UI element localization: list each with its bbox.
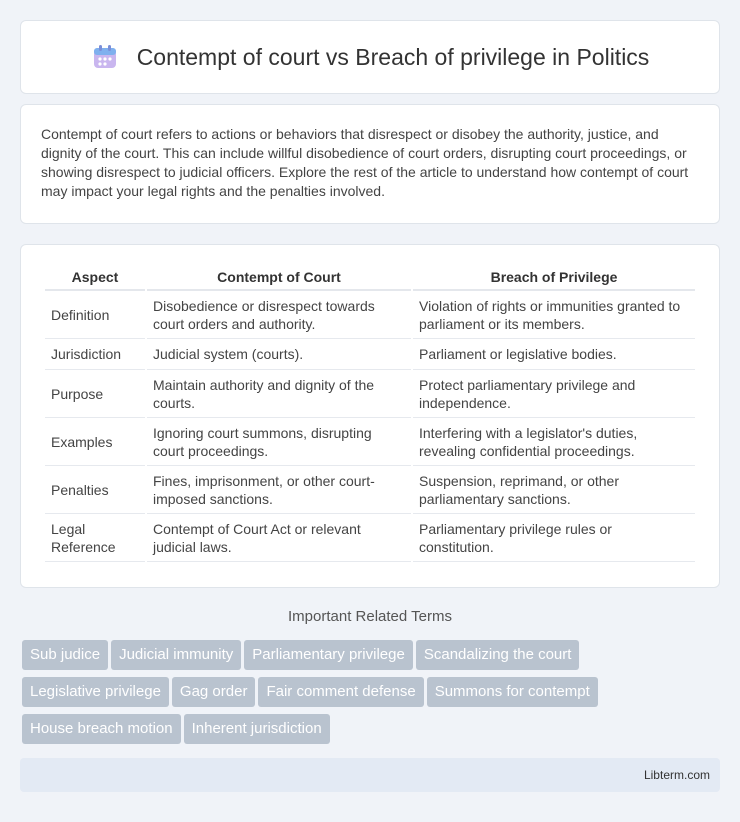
table-cell: Maintain authority and dignity of the courts. — [147, 370, 411, 418]
tag-legislative-privilege[interactable]: Legislative privilege — [22, 677, 169, 707]
page-title: Contempt of court vs Breach of privilege in Politics — [136, 43, 650, 70]
table-row — [45, 418, 695, 466]
table-cell: Examples — [45, 418, 145, 466]
table-cell: Contempt of Court Act or relevant judicial laws. — [147, 514, 411, 562]
related-terms-title: Important Related Terms — [288, 608, 452, 625]
table-row — [45, 466, 695, 514]
tag-house-breach-motion[interactable]: House breach motion — [22, 714, 181, 744]
table-cell: Interfering with a legislator's duties, revealing confidential proceedings. — [413, 418, 695, 466]
header-aspect: Aspect — [45, 265, 145, 291]
table-cell: Legal Reference — [45, 514, 145, 562]
tag-sub-judice[interactable]: Sub judice — [22, 640, 108, 670]
footer — [20, 758, 720, 792]
tag-summons-for-contempt[interactable]: Summons for contempt — [427, 677, 598, 707]
related-tags — [22, 640, 722, 751]
comparison-card — [20, 244, 720, 588]
table-cell: Violation of rights or immunities granted to parliament or its members. — [413, 291, 695, 339]
calendar-icon — [91, 43, 119, 71]
table-header-row — [45, 265, 695, 291]
table-row — [45, 370, 695, 418]
tag-gag-order[interactable]: Gag order — [172, 677, 256, 707]
tag-scandalizing-the-court[interactable]: Scandalizing the court — [416, 640, 580, 670]
table-row — [45, 514, 695, 562]
intro-card — [20, 104, 720, 224]
table-cell: Judicial system (courts). — [147, 339, 411, 370]
table-cell: Parliament or legislative bodies. — [413, 339, 695, 370]
table-cell: Disobedience or disrespect towards court orders and authority. — [147, 291, 411, 339]
table-cell: Ignoring court summons, disrupting court proceedings. — [147, 418, 411, 466]
header-contempt: Contempt of Court — [147, 265, 411, 291]
table-cell: Jurisdiction — [45, 339, 145, 370]
table-cell: Suspension, reprimand, or other parliamentary sanctions. — [413, 466, 695, 514]
tag-inherent-jurisdiction[interactable]: Inherent jurisdiction — [184, 714, 330, 744]
table-row — [45, 339, 695, 370]
table-cell: Penalties — [45, 466, 145, 514]
table-cell: Purpose — [45, 370, 145, 418]
tag-judicial-immunity[interactable]: Judicial immunity — [111, 640, 241, 670]
header-breach: Breach of Privilege — [413, 265, 695, 291]
table-cell: Parliamentary privilege rules or constitution. — [413, 514, 695, 562]
footer-link[interactable]: Libterm.com — [643, 768, 710, 782]
intro-text: Contempt of court refers to actions or behaviors that disrespect or disobey the authority, justice, and dignity of the court. This can include willful disobedience of court orders, disrupting court proceedings, or showing disrespect to judicial officers. Explore the rest of the article to understand how contempt of court may impact your legal rights and the penalties involved. — [41, 126, 689, 199]
tag-parliamentary-privilege[interactable]: Parliamentary privilege — [244, 640, 413, 670]
table-cell: Protect parliamentary privilege and independence. — [413, 370, 695, 418]
table-row — [45, 291, 695, 339]
tag-fair-comment-defense[interactable]: Fair comment defense — [258, 677, 423, 707]
table-cell: Fines, imprisonment, or other court-imposed sanctions. — [147, 466, 411, 514]
table-cell: Definition — [45, 291, 145, 339]
header-card — [20, 20, 720, 94]
comparison-table — [43, 265, 697, 562]
